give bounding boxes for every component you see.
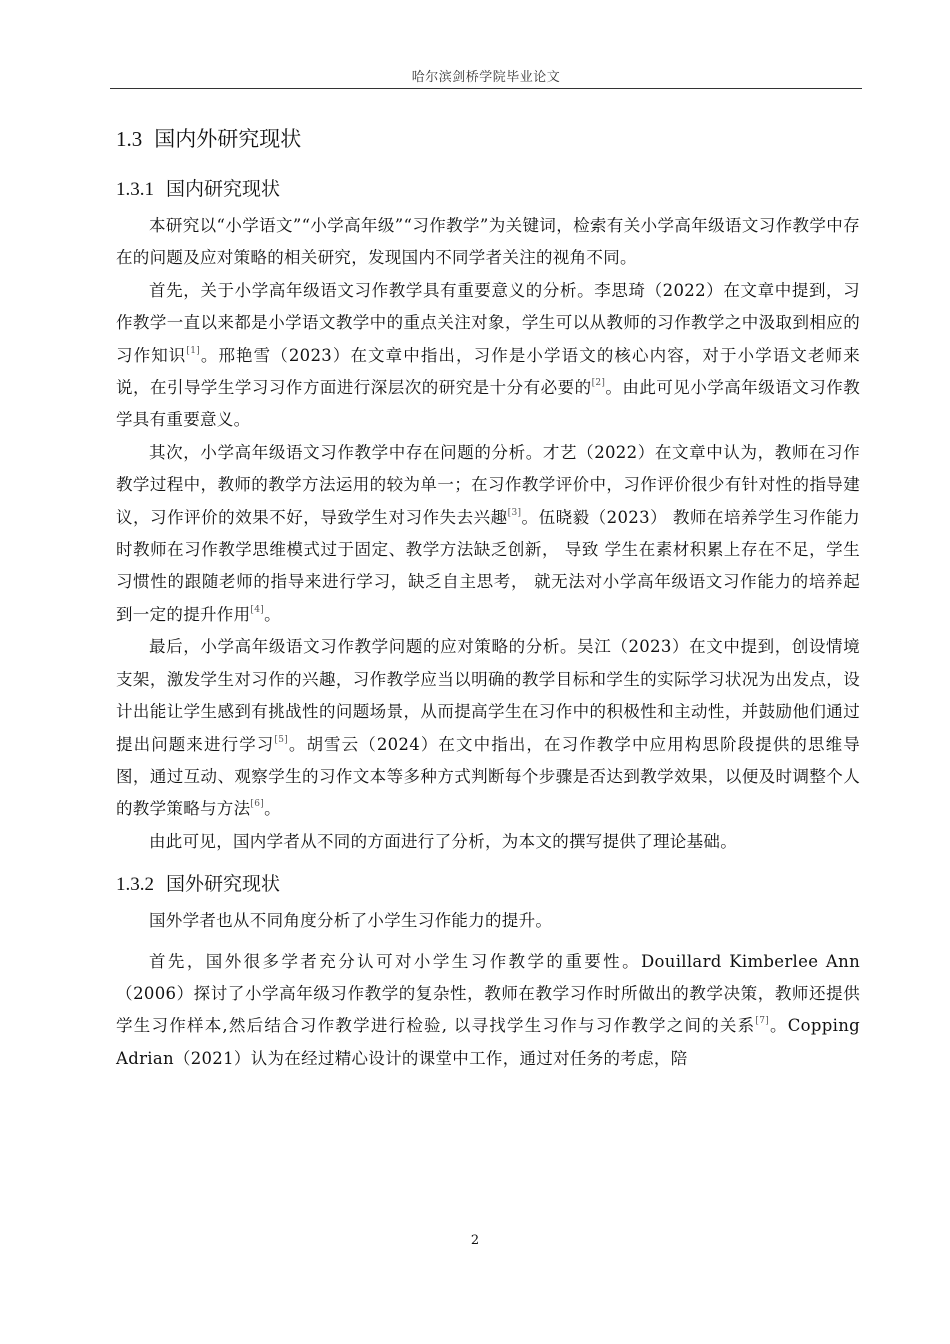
paragraph-text: 首先，关于小学高年级语文习作教学具有重要意义的分析。李思琦（2022）在文章中提到，习作教学一直以来都是小学语文教学中的重点关注对象，学生可以从教师的习作教学之中汲取到相应的习作知识 xyxy=(116,280,860,365)
citation-ref[interactable]: [7] xyxy=(755,1016,770,1027)
paragraph-problems xyxy=(116,437,860,631)
header-divider xyxy=(110,88,862,89)
citation-ref[interactable]: [1] xyxy=(186,345,201,356)
section-heading xyxy=(116,122,860,156)
section-title: 国内外研究现状 xyxy=(154,127,302,151)
page-body xyxy=(116,122,860,1075)
subsection-heading-domestic xyxy=(116,173,860,206)
paragraph-text: 。胡雪云（2024）在文中指出，在习作教学中应用构思阶段提供的思维导图，通过互动、观察学生的习作文本等多种方式判断每个步骤是否达到教学效果，以便及时调整个人的教学策略与方法 xyxy=(116,734,860,819)
page-number: 2 xyxy=(470,1233,480,1248)
paragraph-text: 。 xyxy=(264,799,281,819)
subsection-heading-foreign xyxy=(116,868,860,901)
citation-ref[interactable]: [2] xyxy=(591,378,606,389)
paragraph-significance xyxy=(116,275,860,437)
paragraph-strategies xyxy=(116,631,860,825)
subsection-title: 国内研究现状 xyxy=(166,178,281,200)
citation-ref[interactable]: [3] xyxy=(507,507,522,518)
paragraph-conclusion: 由此可见，国内学者从不同的方面进行了分析，为本文的撰写提供了理论基础。 xyxy=(149,831,737,851)
paragraph-text: 。 xyxy=(264,604,281,624)
paragraph-foreign-intro: 国外学者也从不同角度分析了小学生习作能力的提升。 xyxy=(149,911,553,931)
citation-ref[interactable]: [6] xyxy=(250,799,265,810)
citation-ref[interactable]: [4] xyxy=(250,604,265,615)
paragraph-text: 首先，国外很多学者充分认可对小学生习作教学的重要性。Douillard Kimberlee Ann（2006）探讨了小学高年级习作教学的复杂性，教师在教学习作时所做出的教学决策，教师还提供学生习作样本,然后结合习作教学进行检验, 以寻找学生习作与习作教学之间的关系 xyxy=(116,951,860,1036)
citation-ref[interactable]: [5] xyxy=(274,734,289,745)
paragraph-foreign-importance xyxy=(116,946,860,1076)
running-header: 哈尔滨剑桥学院毕业论文 xyxy=(411,70,561,85)
paragraph-text: 。邢艳雪（2023）在文章中指出，习作是小学语文的核心内容，对于小学语文老师来说，在引导学生学习习作方面进行深层次的研究是十分有必要的 xyxy=(116,345,860,398)
subsection-number: 1.3.1 xyxy=(116,179,154,200)
paragraph-text: 最后，小学高年级语文习作教学问题的应对策略的分析。吴江（2023）在文中提到，创设情境支架，激发学生对习作的兴趣，习作教学应当以明确的教学目标和学生的实际学习状况为出发点，设计出能让学生感到有挑战性的问题场景，从而提高学生在习作中的积极性和主动性，并鼓励他们通过提出问题来进行学习 xyxy=(116,637,860,754)
paragraph-intro: 本研究以“小学语文”“小学高年级”“习作教学”为关键词，检索有关小学高年级语文习作教学中存在的问题及应对策略的相关研究，发现国内不同学者关注的视角不同。 xyxy=(116,216,860,268)
paragraph-text: 。Copping Adrian（2021）认为在经过精心设计的课堂中工作，通过对任务的考虑，陪 xyxy=(116,1016,860,1068)
section-number: 1.3 xyxy=(116,127,143,151)
subsection-number: 1.3.2 xyxy=(116,874,154,896)
subsection-title: 国外研究现状 xyxy=(166,873,281,896)
paragraph-text: 。由此可见小学高年级语文习作教学具有重要意义。 xyxy=(116,378,861,430)
paragraph-text: 其次，小学高年级语文习作教学中存在问题的分析。才艺（2022）在文章中认为，教师在习作教学过程中，教师的教学方法运用的较为单一；在习作教学评价中，习作评价很少有针对性的指导建议，习作评价的效果不好，导致学生对习作失去兴趣 xyxy=(116,442,860,527)
paragraph-text: 。伍晓毅（2023） 教师在培养学生习作能力时教师在习作教学思维模式过于固定、教学方法缺乏创新， 导致 学生在素材积累上存在不足，学生习惯性的跟随老师的指导来进行学习，缺乏自主思考， 就无法对小学高年级语文习作能力的培养起到一定的提升作用 xyxy=(116,507,860,624)
